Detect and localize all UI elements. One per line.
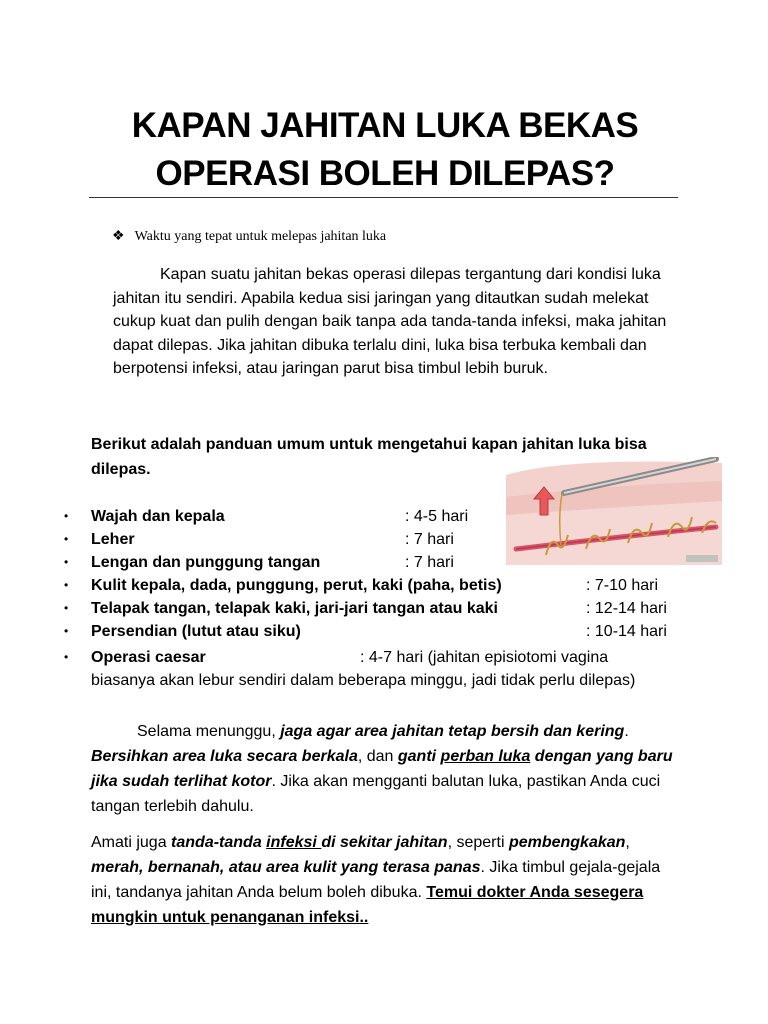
watch-emphasis-3: pembengkakan xyxy=(508,834,626,851)
watch-text-3: , xyxy=(625,834,630,851)
bullet-icon: • xyxy=(64,555,69,569)
bullet-icon: • xyxy=(64,601,69,615)
care-emphasis-1: jaga agar area jahitan tetap bersih dan kering xyxy=(280,723,625,740)
bullet-icon: • xyxy=(64,532,69,546)
bullet-icon: • xyxy=(64,509,69,523)
watch-emphasis-2: di sekitar jahitan xyxy=(321,834,448,851)
schedule-label: Lengan dan punggung tangan xyxy=(91,554,321,571)
schedule-value: : 10-14 hari xyxy=(586,623,667,640)
watch-emphasis-1: tanda-tanda xyxy=(171,834,267,851)
schedule-value: : 7 hari xyxy=(405,531,454,548)
care-text-1: Selama menunggu, xyxy=(137,723,281,740)
schedule-value: : 4-5 hari xyxy=(405,508,469,525)
suture-removal-illustration xyxy=(506,457,722,565)
bullet-icon: • xyxy=(64,578,69,592)
schedule-label: Leher xyxy=(91,531,135,548)
subheading xyxy=(112,228,386,245)
schedule-label: Wajah dan kepala xyxy=(91,508,225,525)
watch-text-4: . Jika timbul gejala-gejala ini, tandanya jahitan Anda belum boleh dibuka. xyxy=(91,859,661,901)
title-divider xyxy=(89,197,678,198)
intro-text: Kapan suatu jahitan bekas operasi dilepas tergantung dari kondisi luka jahitan itu sendiri. Apabila kedua sisi jaringan yang ditautkan sudah melekat cukup kuat dan pulih dengan baik tanpa ada tanda-tanda infeksi, maka jahitan dapat dilepas. Jika jahitan dibuka terlalu dini, luka bisa terbuka kembali dan berpotensi infeksi, atau jaringan parut bisa timbul lebih buruk. xyxy=(113,266,667,377)
care-emphasis-3: ganti xyxy=(397,748,441,765)
schedule-label: Persendian (lutut atau siku) xyxy=(91,623,301,640)
schedule-value: : 12-14 hari xyxy=(586,600,667,617)
schedule-label: Operasi caesar xyxy=(91,649,206,666)
care-emphasis-4: dengan yang baru jika sudah terlihat kotor xyxy=(91,748,673,790)
watch-emphasis-underlined: infeksi xyxy=(266,834,322,851)
care-emphasis-2: Bersihkan area luka secara berkala xyxy=(91,748,358,765)
schedule-value: : 7 hari xyxy=(405,554,454,571)
schedule-value: : 4-7 hari (jahitan episiotomi vagina xyxy=(360,649,609,666)
guide-heading: Berikut adalah panduan umum untuk mengetahui kapan jahitan luka bisa dilepas. xyxy=(91,436,647,478)
care-text-3: , dan xyxy=(357,748,398,765)
watch-text-1: Amati juga xyxy=(91,834,172,851)
title-line-1: KAPAN JAHITAN LUKA BEKAS xyxy=(131,106,639,145)
watch-emphasis-4: merah, bernanah, atau area kulit yang terasa panas xyxy=(91,859,481,876)
care-text-4: . Jika akan mengganti balutan luka, pastikan Anda cuci tangan terlebih dahulu. xyxy=(91,773,661,815)
page-title xyxy=(90,102,680,198)
title-line-2: OPERASI BOLEH DILEPAS? xyxy=(155,154,615,193)
intro-paragraph xyxy=(113,263,683,381)
care-paragraph xyxy=(91,719,676,819)
bullet-icon: • xyxy=(64,624,69,638)
schedule-label: Telapak tangan, telapak kaki, jari-jari tangan atau kaki xyxy=(91,600,498,617)
schedule-note: biasanya akan lebur sendiri dalam beberapa minggu, jadi tidak perlu dilepas) xyxy=(91,672,636,689)
schedule-value: : 7-10 hari xyxy=(586,577,659,594)
schedule-label: Kulit kepala, dada, punggung, perut, kaki (paha, betis) xyxy=(91,577,502,594)
diamond-bullet-icon: ❖ xyxy=(112,229,125,244)
watch-paragraph xyxy=(91,830,676,930)
care-emphasis-underlined: perban luka xyxy=(440,748,531,765)
watch-text-2: , seperti xyxy=(447,834,509,851)
subheading-text: Waktu yang tepat untuk melepas jahitan luka xyxy=(134,228,387,244)
care-text-2: . xyxy=(624,723,629,740)
watch-call-to-action: Temui dokter Anda sesegera mungkin untuk penanganan infeksi.. xyxy=(91,884,644,926)
bullet-icon: • xyxy=(64,650,69,664)
